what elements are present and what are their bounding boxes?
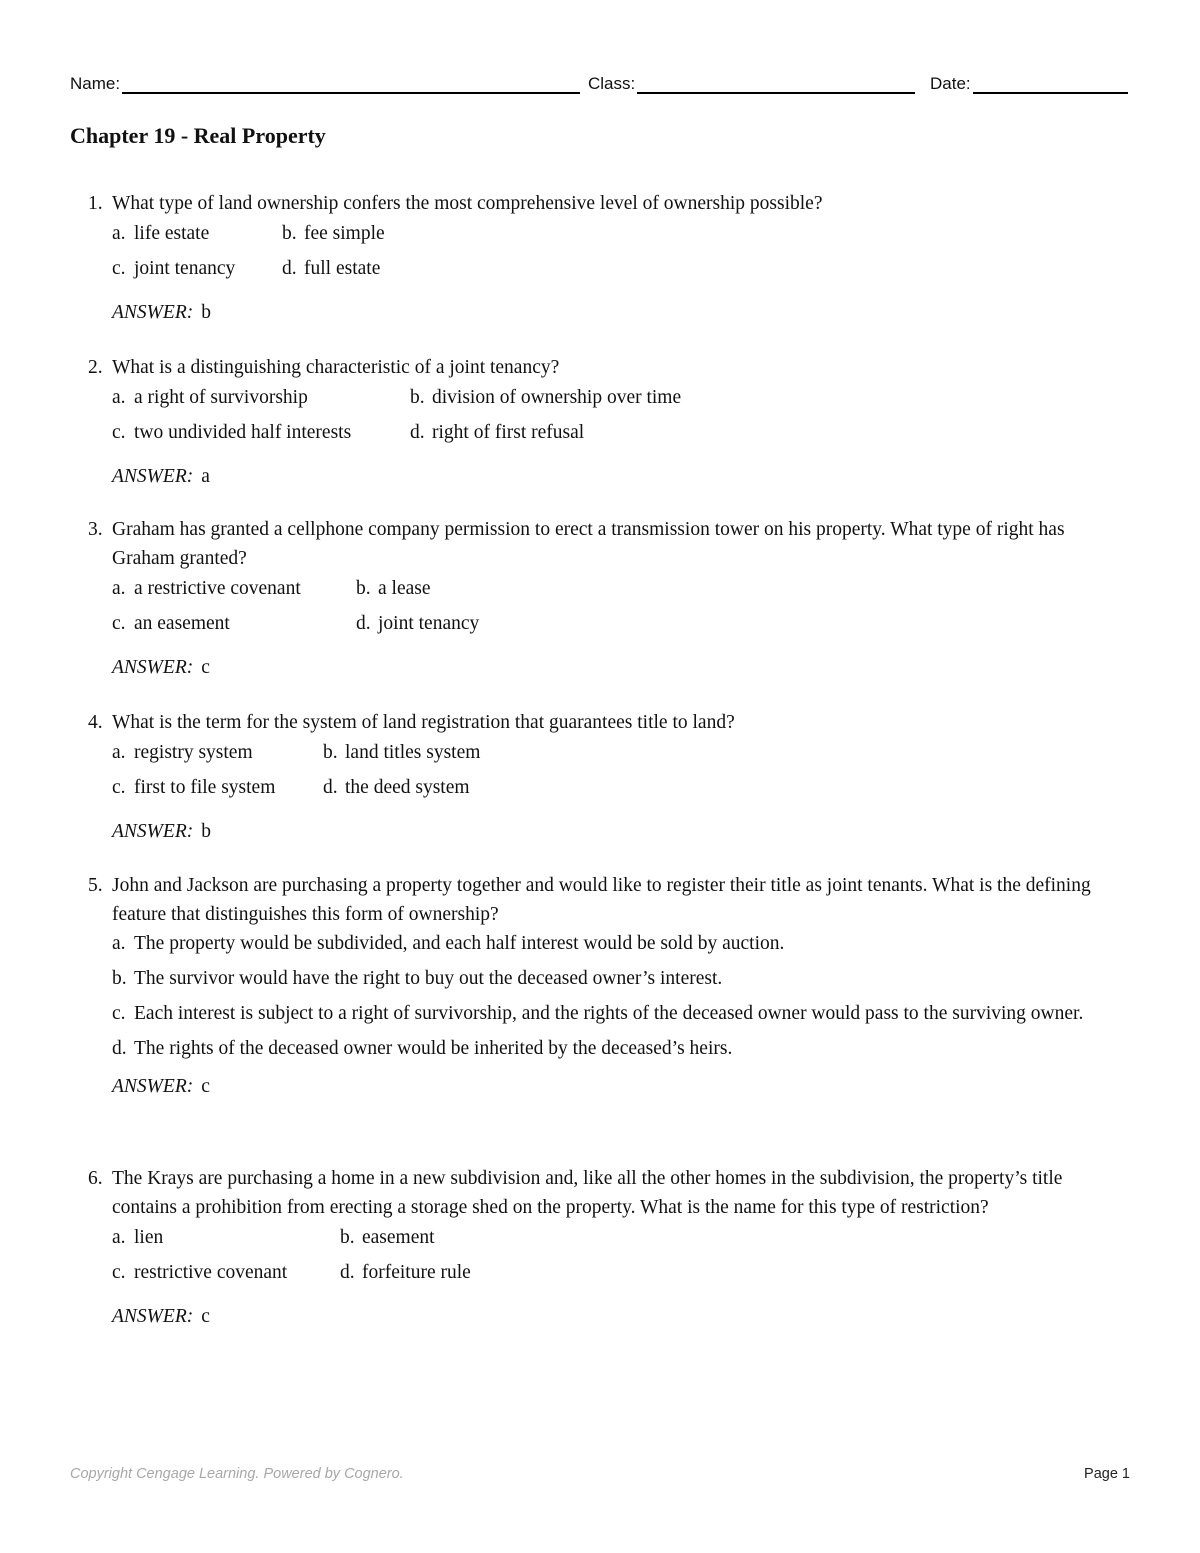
options-grid bbox=[112, 1223, 1118, 1287]
option-text: two undivided half interests bbox=[134, 422, 352, 443]
option-a bbox=[112, 383, 410, 412]
option-letter: b. bbox=[282, 223, 297, 244]
option-text: a restrictive covenant bbox=[134, 578, 301, 599]
answer-value: c bbox=[201, 1306, 210, 1327]
option-d bbox=[340, 1258, 600, 1287]
answer-label: ANSWER: bbox=[112, 1076, 194, 1097]
answer-line bbox=[112, 1073, 1118, 1101]
question-1 bbox=[88, 189, 1118, 327]
option-b bbox=[356, 574, 616, 603]
option-letter: b. bbox=[410, 387, 425, 408]
question-stem bbox=[88, 515, 1118, 573]
option-text: joint tenancy bbox=[134, 258, 236, 279]
name-label: Name: bbox=[70, 74, 121, 93]
options-list bbox=[112, 929, 1118, 1063]
question-number: 3. bbox=[88, 519, 103, 540]
option-letter: b. bbox=[112, 968, 127, 989]
option-letter: d. bbox=[340, 1262, 355, 1283]
option-text: a right of survivorship bbox=[134, 387, 308, 408]
option-b bbox=[410, 383, 730, 412]
option-letter: d. bbox=[410, 422, 425, 443]
answer-label: ANSWER: bbox=[112, 466, 194, 487]
option-b bbox=[282, 219, 462, 248]
option-c bbox=[112, 773, 323, 802]
option-text: land titles system bbox=[345, 742, 481, 763]
option-letter: d. bbox=[356, 613, 371, 634]
options-grid bbox=[112, 738, 1118, 802]
answer-value: a bbox=[201, 466, 210, 487]
option-letter: c. bbox=[112, 777, 126, 798]
option-d bbox=[112, 1034, 1118, 1063]
page-title: Chapter 19 - Real Property bbox=[70, 123, 326, 148]
option-text: a lease bbox=[378, 578, 431, 599]
question-6 bbox=[88, 1164, 1118, 1331]
question-number: 6. bbox=[88, 1168, 103, 1189]
option-letter: a. bbox=[112, 223, 126, 244]
option-letter: c. bbox=[112, 613, 126, 634]
option-d bbox=[323, 773, 583, 802]
answer-label: ANSWER: bbox=[112, 302, 194, 323]
option-letter: a. bbox=[112, 1227, 126, 1248]
option-c bbox=[112, 999, 1118, 1028]
answer-value: b bbox=[201, 302, 211, 323]
option-text: forfeiture rule bbox=[362, 1262, 471, 1283]
date-blank-line bbox=[973, 72, 1128, 94]
question-text: What type of land ownership confers the most comprehensive level of ownership possible? bbox=[112, 193, 823, 214]
answer-line bbox=[112, 1303, 1118, 1331]
option-a bbox=[112, 738, 323, 767]
option-c bbox=[112, 254, 282, 283]
option-letter: a. bbox=[112, 387, 126, 408]
option-text: first to file system bbox=[134, 777, 276, 798]
question-text: John and Jackson are purchasing a property together and would like to register their title as joint tenants. What is the defining feature that distinguishes this form of ownership? bbox=[112, 875, 1091, 925]
question-5 bbox=[88, 871, 1118, 1101]
question-number: 2. bbox=[88, 357, 103, 378]
question-number: 4. bbox=[88, 712, 103, 733]
question-text: Graham has granted a cellphone company permission to erect a transmission tower on his property. What type of right has Graham granted? bbox=[112, 519, 1065, 569]
option-letter: a. bbox=[112, 933, 126, 954]
option-a bbox=[112, 929, 1118, 958]
option-text: life estate bbox=[134, 223, 210, 244]
option-text: Each interest is subject to a right of survivorship, and the rights of the deceased owner would pass to the surviving owner. bbox=[134, 1003, 1084, 1024]
option-text: lien bbox=[134, 1227, 164, 1248]
option-c bbox=[112, 418, 410, 447]
option-c bbox=[112, 609, 356, 638]
option-b bbox=[112, 964, 1118, 993]
question-3 bbox=[88, 515, 1118, 682]
options-grid bbox=[112, 383, 1118, 447]
option-d bbox=[410, 418, 730, 447]
question-stem bbox=[88, 1164, 1118, 1222]
class-label: Class: bbox=[588, 74, 636, 93]
option-text: the deed system bbox=[345, 777, 470, 798]
date-label: Date: bbox=[930, 74, 971, 93]
options-grid bbox=[112, 219, 1118, 283]
option-text: full estate bbox=[304, 258, 381, 279]
option-d bbox=[356, 609, 616, 638]
option-text: The property would be subdivided, and each half interest would be sold by auction. bbox=[134, 933, 785, 954]
option-letter: d. bbox=[323, 777, 338, 798]
option-text: registry system bbox=[134, 742, 253, 763]
copyright-notice: Copyright Cengage Learning. Powered by Cognero. bbox=[70, 1466, 404, 1482]
option-a bbox=[112, 219, 282, 248]
question-stem bbox=[88, 708, 1118, 737]
question-stem bbox=[88, 871, 1118, 929]
class-field bbox=[588, 72, 915, 94]
option-letter: a. bbox=[112, 742, 126, 763]
question-text: The Krays are purchasing a home in a new subdivision and, like all the other homes in the subdivision, the property’s title contains a prohibition from erecting a storage shed on the property. What is the name for this type of restriction? bbox=[112, 1168, 1063, 1218]
option-text: easement bbox=[362, 1227, 435, 1248]
option-text: an easement bbox=[134, 613, 230, 634]
option-a bbox=[112, 574, 356, 603]
answer-value: c bbox=[201, 1076, 210, 1097]
question-number: 1. bbox=[88, 193, 103, 214]
student-info-header bbox=[70, 72, 1130, 98]
question-2 bbox=[88, 353, 1118, 491]
answer-value: b bbox=[201, 821, 211, 842]
page-number: Page 1 bbox=[1084, 1466, 1130, 1482]
option-letter: c. bbox=[112, 258, 126, 279]
option-text: fee simple bbox=[304, 223, 385, 244]
question-4 bbox=[88, 708, 1118, 846]
date-field bbox=[930, 72, 1128, 94]
option-text: division of ownership over time bbox=[432, 387, 682, 408]
name-field bbox=[70, 72, 580, 94]
answer-label: ANSWER: bbox=[112, 1306, 194, 1327]
option-letter: a. bbox=[112, 578, 126, 599]
question-stem bbox=[88, 189, 1118, 218]
option-letter: c. bbox=[112, 1262, 126, 1283]
option-text: right of first refusal bbox=[432, 422, 585, 443]
option-a bbox=[112, 1223, 340, 1252]
option-letter: d. bbox=[112, 1038, 127, 1059]
option-letter: d. bbox=[282, 258, 297, 279]
answer-label: ANSWER: bbox=[112, 657, 194, 678]
question-text: What is a distinguishing characteristic of a joint tenancy? bbox=[112, 357, 560, 378]
option-b bbox=[323, 738, 583, 767]
answer-value: c bbox=[201, 657, 210, 678]
question-text: What is the term for the system of land registration that guarantees title to land? bbox=[112, 712, 735, 733]
option-letter: b. bbox=[323, 742, 338, 763]
answer-line bbox=[112, 463, 1118, 491]
option-d bbox=[282, 254, 462, 283]
option-letter: c. bbox=[112, 422, 126, 443]
question-number: 5. bbox=[88, 875, 103, 896]
answer-label: ANSWER: bbox=[112, 821, 194, 842]
option-c bbox=[112, 1258, 340, 1287]
page-footer bbox=[70, 1466, 1130, 1488]
option-text: joint tenancy bbox=[378, 613, 480, 634]
name-blank-line bbox=[122, 72, 580, 94]
option-text: The survivor would have the right to buy out the deceased owner’s interest. bbox=[134, 968, 723, 989]
answer-line bbox=[112, 299, 1118, 327]
option-text: The rights of the deceased owner would be inherited by the deceased’s heirs. bbox=[134, 1038, 733, 1059]
question-stem bbox=[88, 353, 1118, 382]
option-text: restrictive covenant bbox=[134, 1262, 288, 1283]
option-letter: b. bbox=[340, 1227, 355, 1248]
answer-line bbox=[112, 654, 1118, 682]
class-blank-line bbox=[637, 72, 915, 94]
options-grid bbox=[112, 574, 1118, 638]
option-letter: b. bbox=[356, 578, 371, 599]
option-b bbox=[340, 1223, 600, 1252]
option-letter: c. bbox=[112, 1003, 126, 1024]
answer-line bbox=[112, 818, 1118, 846]
